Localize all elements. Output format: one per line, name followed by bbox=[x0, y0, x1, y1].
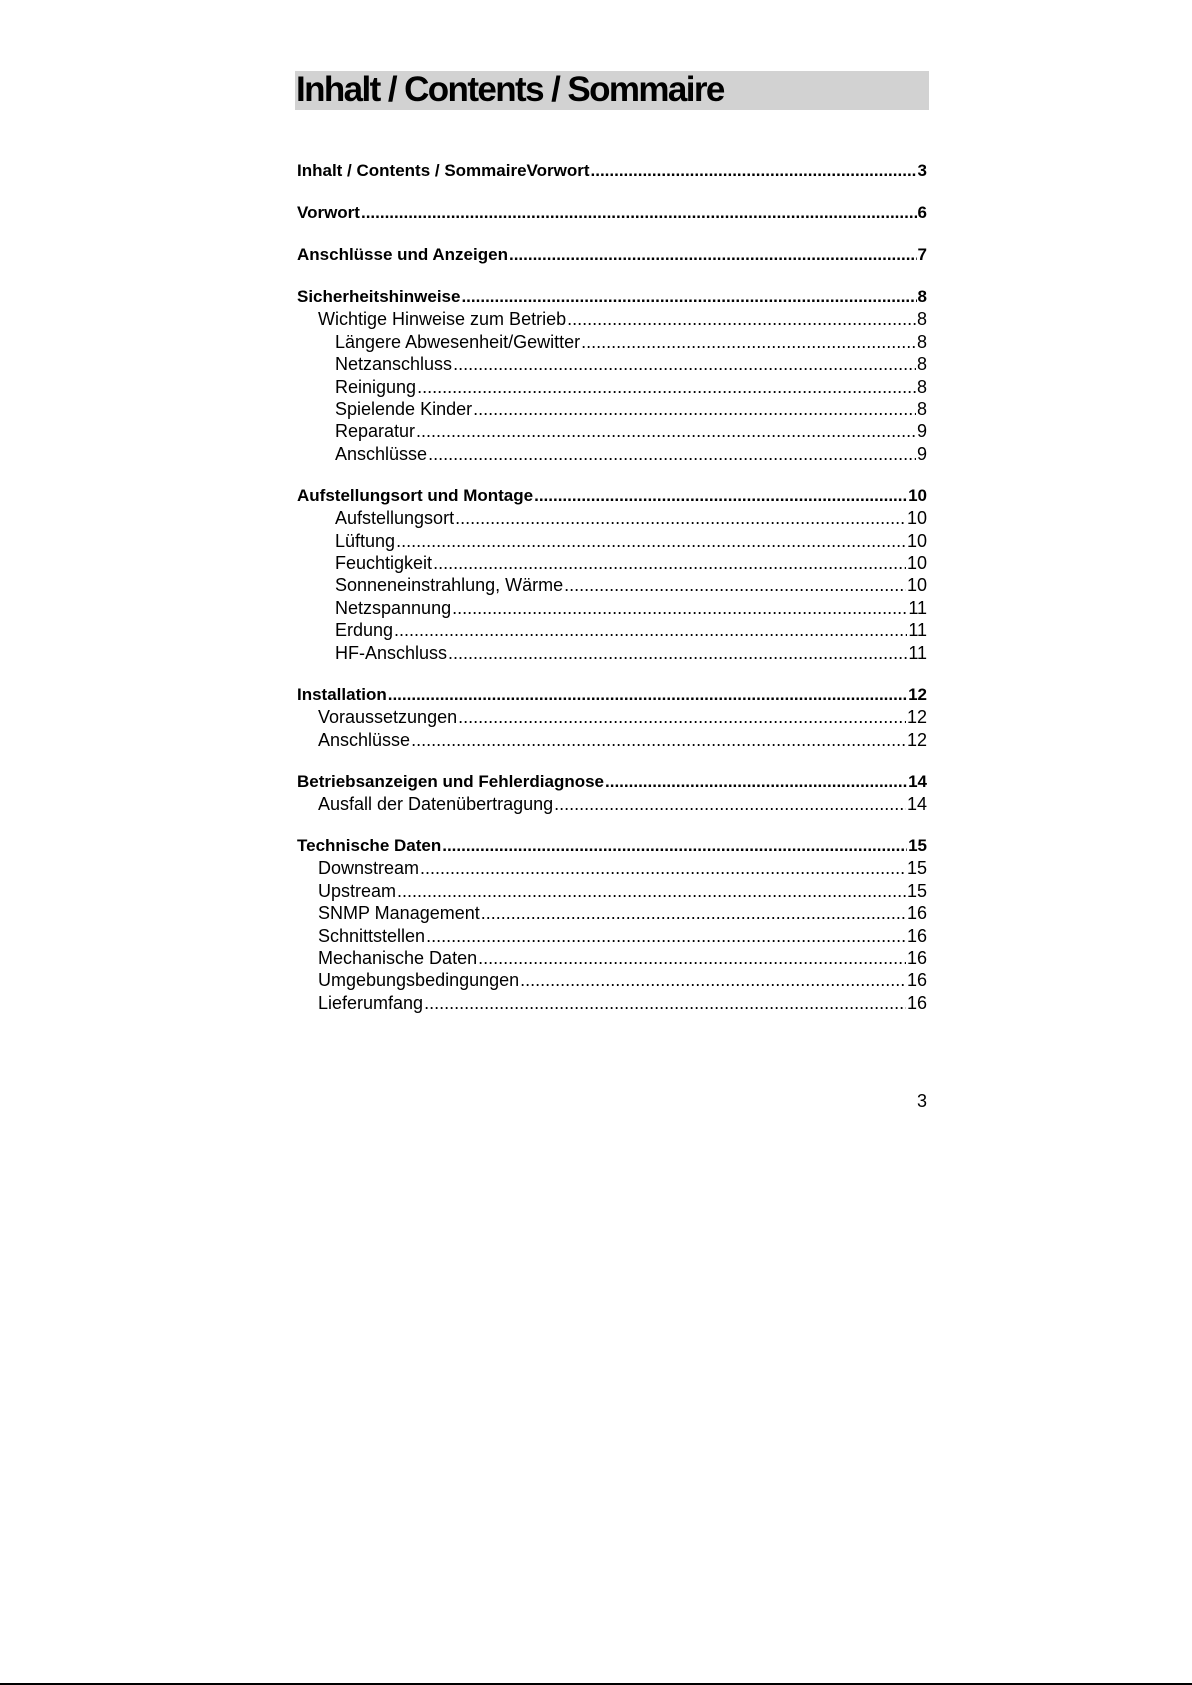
toc-entry-label: Technische Daten bbox=[297, 835, 442, 855]
toc-entry-label: Anschlüsse bbox=[318, 729, 411, 750]
toc-dot-leader bbox=[424, 992, 906, 1014]
toc-entry-label: Spielende Kinder bbox=[335, 399, 473, 420]
toc-entry[interactable] bbox=[297, 552, 927, 574]
toc-dot-leader bbox=[534, 485, 907, 507]
toc-entry-label: Betriebsanzeigen und Fehlerdiagnose bbox=[297, 771, 605, 791]
toc-entry-page: 8 bbox=[916, 376, 927, 397]
toc-entry[interactable] bbox=[297, 729, 927, 751]
toc-dot-leader bbox=[448, 642, 907, 664]
toc-entry-page: 10 bbox=[906, 530, 927, 551]
toc-dot-leader bbox=[478, 947, 906, 969]
toc-dot-leader bbox=[426, 925, 906, 947]
toc-entry-label: Mechanische Daten bbox=[318, 947, 478, 968]
toc-entry-label: Lüftung bbox=[335, 530, 396, 551]
toc-entry-page: 3 bbox=[917, 161, 927, 180]
toc-dot-leader bbox=[416, 420, 916, 442]
toc-entry-page: 10 bbox=[908, 485, 927, 505]
toc-entry-page: 10 bbox=[906, 553, 927, 574]
toc-entry[interactable] bbox=[297, 443, 927, 465]
toc-entry[interactable] bbox=[297, 574, 927, 596]
toc-entry-page: 10 bbox=[906, 508, 927, 529]
toc-entry-label: Längere Abwesenheit/Gewitter bbox=[335, 331, 581, 352]
toc-dot-leader bbox=[428, 443, 916, 465]
toc-entry-page: 15 bbox=[906, 858, 927, 879]
toc-entry[interactable] bbox=[297, 684, 927, 706]
toc-dot-leader bbox=[458, 706, 906, 728]
toc-entry[interactable] bbox=[297, 507, 927, 529]
toc-dot-leader bbox=[509, 244, 917, 266]
toc-entry-label: Schnittstellen bbox=[318, 925, 426, 946]
toc-entry[interactable] bbox=[297, 353, 927, 375]
toc-entry-label: Sicherheitshinweise bbox=[297, 287, 461, 306]
toc-entry-label: Netzspannung bbox=[335, 597, 452, 618]
toc-entry[interactable] bbox=[297, 420, 927, 442]
toc-entry-label: Voraussetzungen bbox=[318, 707, 458, 728]
toc-dot-leader bbox=[397, 880, 906, 902]
toc-entry-label: Sonneneinstrahlung, Wärme bbox=[335, 575, 564, 596]
toc-entry[interactable] bbox=[297, 793, 927, 815]
toc-dot-leader bbox=[473, 398, 916, 420]
toc-entry-label: Aufstellungsort und Montage bbox=[297, 485, 534, 505]
toc-entry-label: Upstream bbox=[318, 880, 397, 901]
toc-entry[interactable] bbox=[297, 398, 927, 420]
toc-entry-label: Feuchtigkeit bbox=[335, 553, 433, 574]
toc-dot-leader bbox=[417, 376, 916, 398]
toc-entry-page: 10 bbox=[906, 575, 927, 596]
toc-dot-leader bbox=[520, 969, 906, 991]
toc-entry[interactable] bbox=[297, 947, 927, 969]
toc-dot-leader bbox=[453, 353, 916, 375]
table-of-contents bbox=[297, 160, 927, 1014]
toc-entry[interactable] bbox=[297, 902, 927, 924]
toc-entry-page: 11 bbox=[908, 642, 927, 663]
toc-entry-label: Umgebungsbedingungen bbox=[318, 970, 520, 991]
toc-entry-label: Vorwort bbox=[297, 203, 360, 222]
toc-dot-leader bbox=[442, 835, 907, 857]
toc-entry-page: 16 bbox=[906, 903, 927, 924]
toc-entry-page: 6 bbox=[917, 203, 927, 222]
toc-dot-leader bbox=[420, 857, 906, 879]
toc-dot-leader bbox=[581, 331, 916, 353]
toc-entry-page: 16 bbox=[906, 992, 927, 1013]
toc-entry-page: 8 bbox=[916, 331, 927, 352]
toc-dot-leader bbox=[554, 793, 906, 815]
toc-entry-label: Wichtige Hinweise zum Betrieb bbox=[318, 309, 567, 330]
toc-entry-page: 11 bbox=[908, 620, 927, 641]
page-title: Inhalt / Contents / Sommaire bbox=[296, 70, 724, 109]
toc-entry[interactable] bbox=[297, 286, 927, 308]
toc-entry-page: 12 bbox=[908, 684, 927, 704]
toc-entry[interactable] bbox=[297, 992, 927, 1014]
toc-dot-leader bbox=[411, 729, 906, 751]
toc-entry[interactable] bbox=[297, 642, 927, 664]
toc-entry-label: SNMP Management bbox=[318, 903, 480, 924]
toc-dot-leader bbox=[591, 160, 917, 182]
toc-entry-page: 16 bbox=[906, 970, 927, 991]
toc-entry-label: Reparatur bbox=[335, 421, 416, 442]
toc-entry-label: Netzanschluss bbox=[335, 354, 453, 375]
toc-entry-page: 16 bbox=[906, 925, 927, 946]
toc-entry-label: Reinigung bbox=[335, 376, 417, 397]
toc-dot-leader bbox=[461, 286, 916, 308]
toc-entry[interactable] bbox=[297, 485, 927, 507]
toc-entry[interactable] bbox=[297, 331, 927, 353]
toc-entry-page: 8 bbox=[916, 399, 927, 420]
toc-entry-page: 8 bbox=[917, 287, 927, 306]
toc-entry[interactable] bbox=[297, 530, 927, 552]
toc-entry-label: Lieferumfang bbox=[318, 992, 424, 1013]
toc-entry-label: Installation bbox=[297, 684, 387, 704]
toc-entry-label: HF-Anschluss bbox=[335, 642, 448, 663]
toc-dot-leader bbox=[433, 552, 906, 574]
toc-dot-leader bbox=[388, 684, 907, 706]
toc-entry-label: Anschlüsse und Anzeigen bbox=[297, 245, 508, 264]
toc-entry-page: 8 bbox=[916, 354, 927, 375]
toc-entry[interactable] bbox=[297, 880, 927, 902]
toc-dot-leader bbox=[394, 619, 907, 641]
toc-entry-page: 12 bbox=[906, 707, 927, 728]
toc-entry[interactable] bbox=[297, 308, 927, 330]
toc-dot-leader bbox=[481, 902, 906, 924]
toc-dot-leader bbox=[605, 771, 907, 793]
page-number: 3 bbox=[916, 1091, 927, 1111]
toc-entry-label: Aufstellungsort bbox=[335, 508, 455, 529]
toc-dot-leader bbox=[396, 530, 906, 552]
toc-entry-label: Anschlüsse bbox=[335, 443, 428, 464]
toc-entry[interactable] bbox=[297, 376, 927, 398]
toc-entry[interactable] bbox=[297, 969, 927, 991]
toc-entry[interactable] bbox=[297, 857, 927, 879]
toc-entry-page: 16 bbox=[906, 947, 927, 968]
toc-entry-page: 9 bbox=[916, 421, 927, 442]
toc-entry-label: Ausfall der Datenübertragung bbox=[318, 793, 554, 814]
toc-entry-page: 7 bbox=[917, 245, 927, 264]
toc-entry-page: 14 bbox=[906, 793, 927, 814]
toc-entry-page: 14 bbox=[908, 771, 927, 791]
toc-dot-leader bbox=[564, 574, 906, 596]
toc-dot-leader bbox=[452, 597, 907, 619]
toc-entry-page: 12 bbox=[906, 729, 927, 750]
toc-entry[interactable] bbox=[297, 202, 927, 224]
toc-entry-label: Inhalt / Contents / SommaireVorwort bbox=[297, 161, 590, 180]
toc-dot-leader bbox=[361, 202, 917, 224]
toc-entry[interactable] bbox=[297, 244, 927, 266]
toc-entry[interactable] bbox=[297, 771, 927, 793]
toc-entry-page: 15 bbox=[906, 880, 927, 901]
toc-entry-label: Downstream bbox=[318, 858, 420, 879]
toc-entry[interactable] bbox=[297, 925, 927, 947]
toc-entry-page: 11 bbox=[908, 597, 927, 618]
toc-entry-page: 8 bbox=[916, 309, 927, 330]
toc-dot-leader bbox=[567, 308, 916, 330]
toc-entry[interactable] bbox=[297, 597, 927, 619]
toc-entry[interactable] bbox=[297, 706, 927, 728]
toc-entry[interactable] bbox=[297, 619, 927, 641]
toc-entry[interactable] bbox=[297, 835, 927, 857]
toc-entry-label: Erdung bbox=[335, 620, 394, 641]
toc-entry-page: 9 bbox=[916, 443, 927, 464]
toc-dot-leader bbox=[455, 507, 906, 529]
toc-entry-page: 15 bbox=[908, 835, 927, 855]
toc-entry[interactable] bbox=[297, 160, 927, 182]
